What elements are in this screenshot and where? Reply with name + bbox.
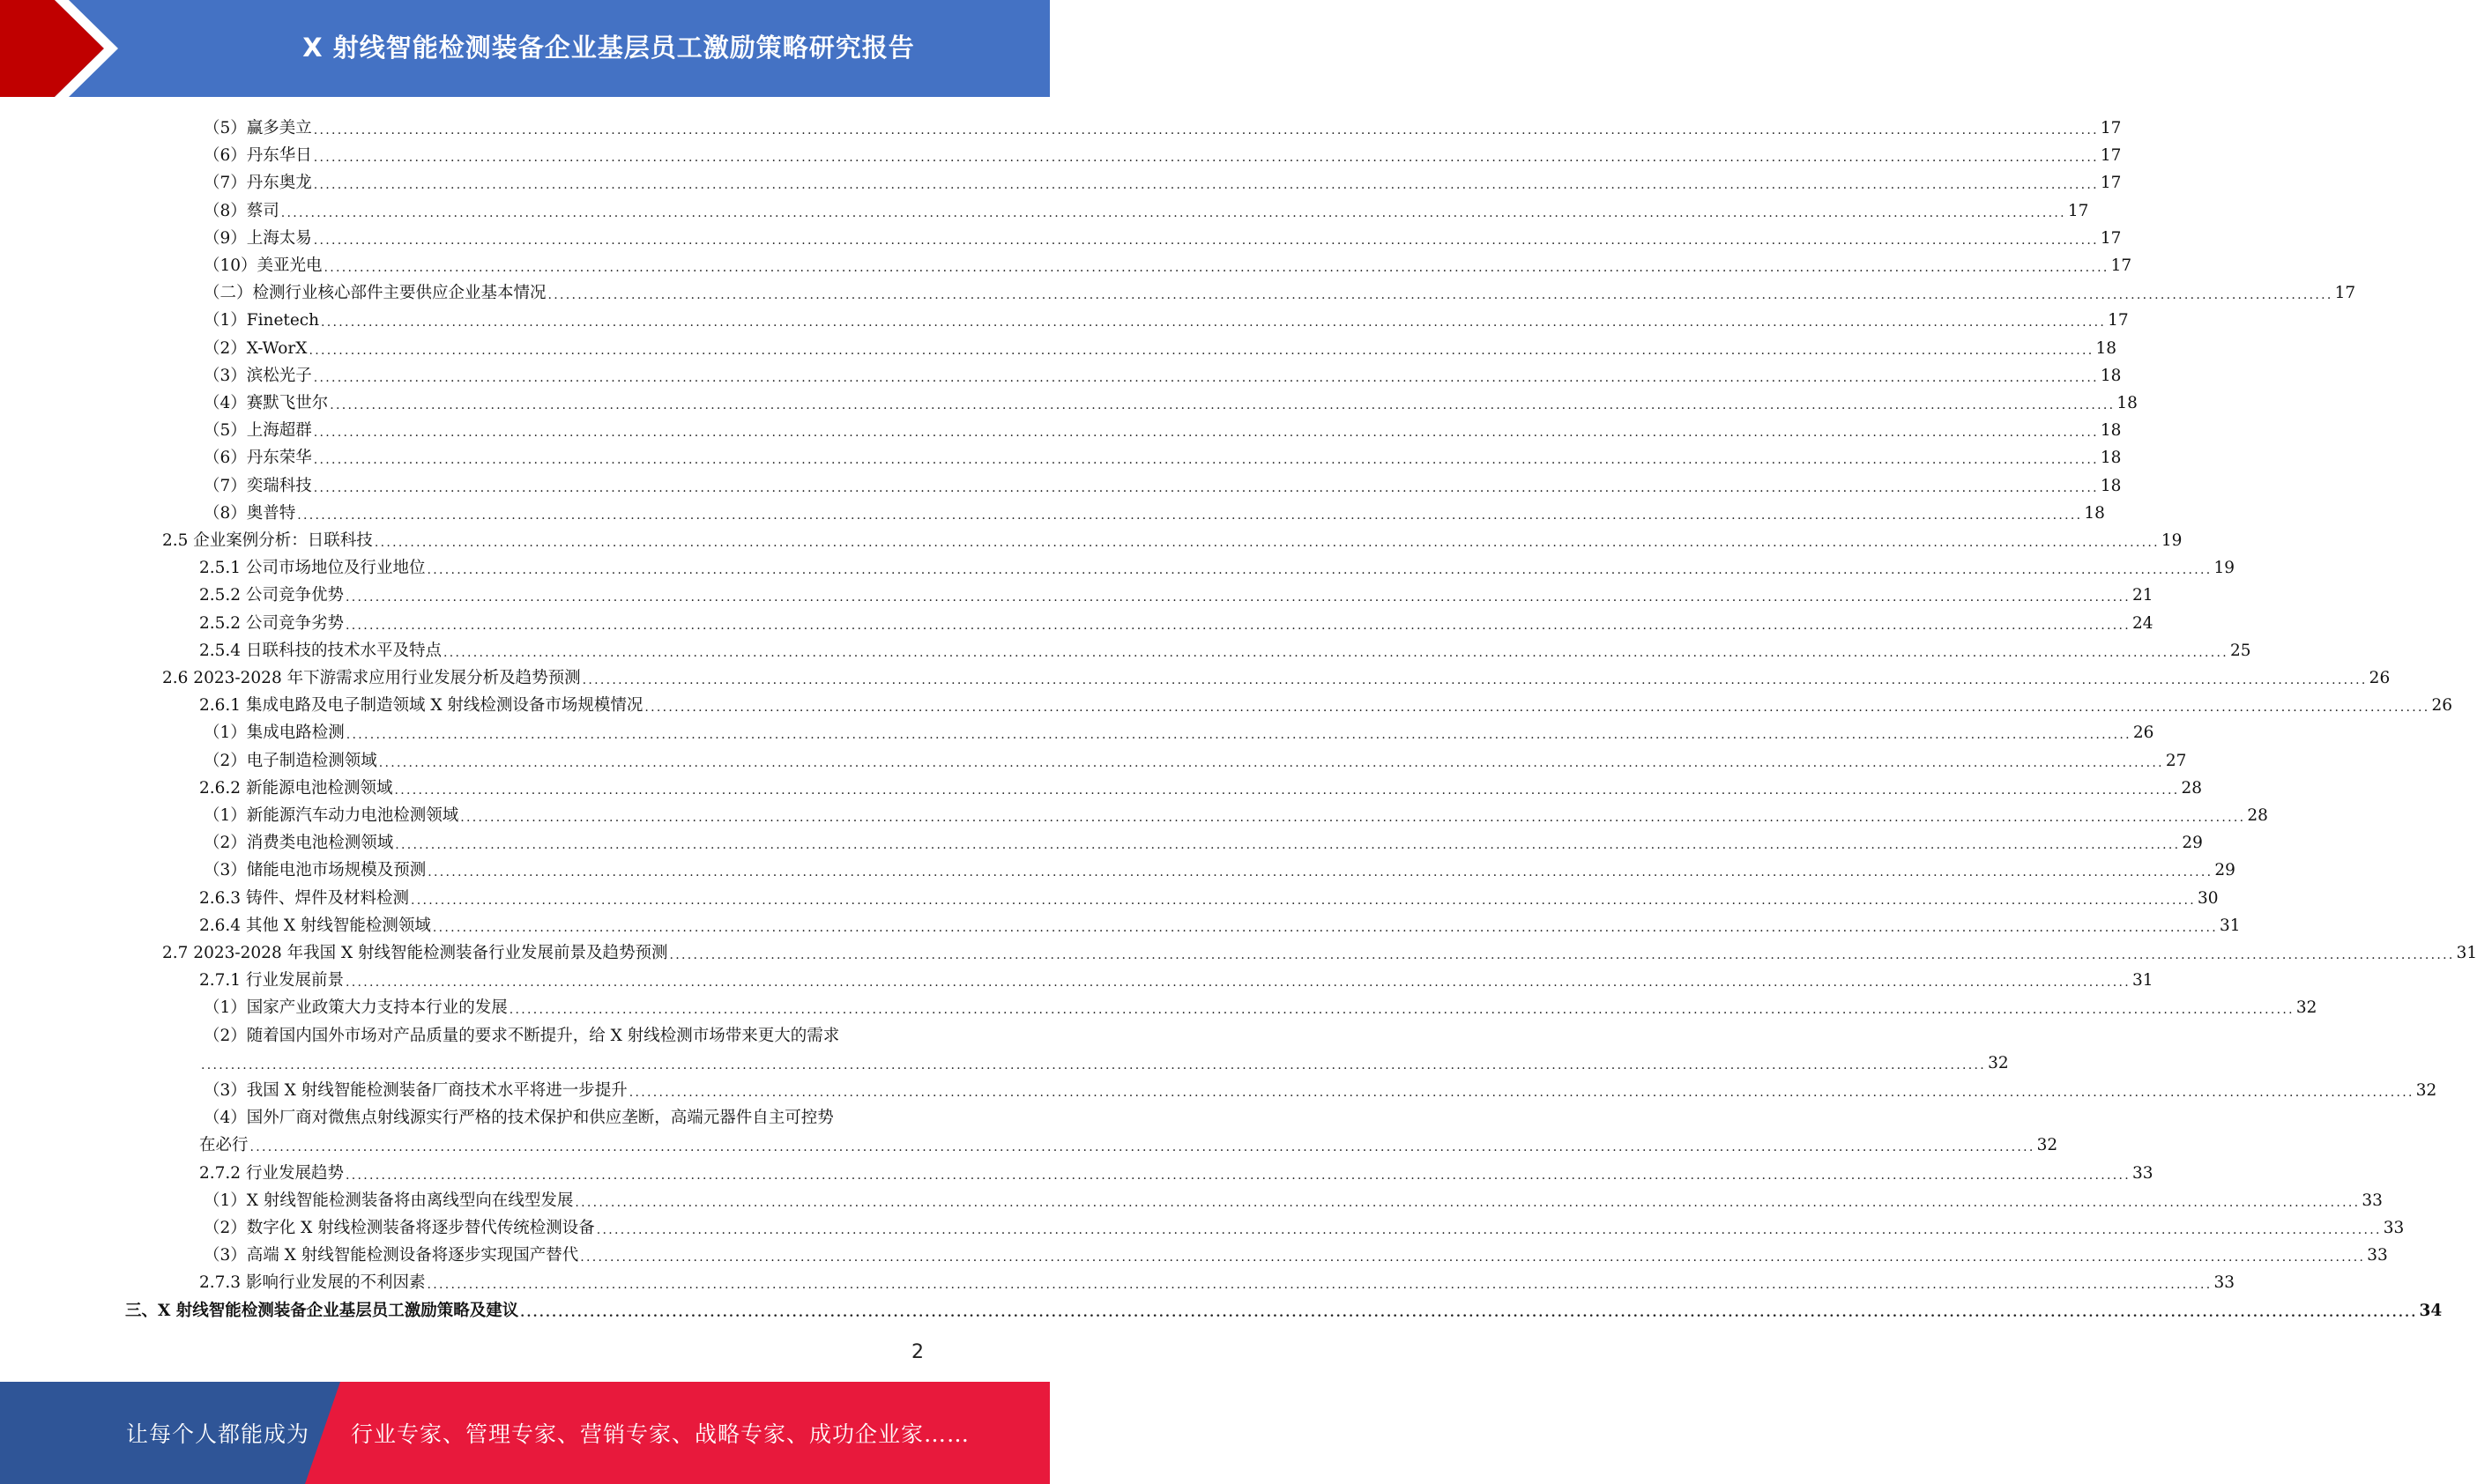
toc-dot-leader: ............................................................................................................................................................................................................................................................................................................ xyxy=(249,1140,2035,1155)
toc-entry-page: 17 xyxy=(2100,146,2122,166)
toc-entry-page: 17 xyxy=(2067,201,2089,220)
toc-entry-label: 2.5.1 公司市场地位及行业地位 xyxy=(199,559,426,578)
toc-entry-page: 18 xyxy=(2095,338,2117,358)
toc-dot-leader: ............................................................................................................................................................................................................................................................................................................ xyxy=(427,1278,2213,1293)
toc-entry-page: 18 xyxy=(2084,503,2105,523)
toc-dot-leader: ............................................................................................................................................................................................................................................................................................................ xyxy=(669,948,2455,962)
toc-entry-label: 三、X 射线智能检测装备企业基层员工激励策略及建议 xyxy=(125,1301,519,1320)
toc-entry[interactable] xyxy=(199,964,2153,991)
toc-entry-page: 19 xyxy=(2213,559,2235,578)
toc-entry[interactable] xyxy=(204,332,2117,360)
toc-entry-page: 25 xyxy=(2230,641,2251,660)
toc-dot-leader: ............................................................................................................................................................................................................................................................................................................ xyxy=(443,645,2229,660)
toc-dot-leader: ............................................................................................................................................................................................................................................................................................................ xyxy=(345,1168,2131,1183)
toc-entry-label: （2）随着国内国外市场对产品质量的要求不断提升，给 X 射线检测市场带来更大的需求 xyxy=(204,1026,840,1045)
toc-entry[interactable] xyxy=(204,1020,924,1047)
toc-entry[interactable] xyxy=(204,497,2105,524)
toc-entry[interactable] xyxy=(199,579,2153,606)
toc-dot-leader: ............................................................................................................................................................................................................................................................................................................ xyxy=(378,755,2164,770)
toc-dot-leader: ............................................................................................................................................................................................................................................................................................................ xyxy=(644,701,2430,716)
toc-entry-label: 2.6.1 集成电路及电子制造领域 X 射线检测设备市场规模情况 xyxy=(199,696,643,716)
toc-dot-leader: ............................................................................................................................................................................................................................................................................................................ xyxy=(596,1223,2382,1237)
toc-entry-label: 2.5.2 公司竞争劣势 xyxy=(199,613,344,633)
toc-entry-page: 33 xyxy=(2383,1219,2405,1237)
toc-entry-page: 32 xyxy=(2036,1136,2058,1155)
toc-entry[interactable] xyxy=(125,1295,2443,1322)
toc-entry-label: （4）国外厂商对微焦点射线源实行严格的技术保护和供应垄断，高端元器件自主可控势 xyxy=(204,1109,834,1128)
toc-entry-page: 33 xyxy=(2362,1191,2383,1210)
toc-dot-leader: ............................................................................................................................................................................................................................................................................................................ xyxy=(313,370,2099,385)
toc-entry-label: （9）上海太易 xyxy=(204,228,312,248)
toc-entry-page: 33 xyxy=(2132,1163,2153,1183)
toc-dot-leader: ............................................................................................................................................................................................................................................................................................................ xyxy=(629,1086,2414,1100)
toc-entry[interactable] xyxy=(204,249,2132,277)
page-header xyxy=(0,0,1050,97)
toc-dot-leader: ............................................................................................................................................................................................................................................................................................................ xyxy=(575,1195,2361,1210)
toc-entry-page: 29 xyxy=(2214,861,2235,880)
toc-dot-leader: ............................................................................................................................................................................................................................................................................................................ xyxy=(313,151,2099,166)
toc-entry-page: 33 xyxy=(2367,1246,2388,1265)
toc-entry-label: （1）集成电路检测 xyxy=(204,723,345,743)
toc-entry[interactable] xyxy=(199,1129,2058,1156)
toc-entry[interactable] xyxy=(204,991,2317,1019)
toc-entry[interactable] xyxy=(204,414,2122,441)
toc-entry[interactable] xyxy=(199,882,2219,909)
toc-entry-label: 2.7.2 行业发展趋势 xyxy=(199,1163,344,1183)
toc-entry[interactable] xyxy=(204,167,2122,194)
toc-entry[interactable] xyxy=(199,1047,2009,1074)
toc-entry-page: 31 xyxy=(2219,916,2241,935)
toc-entry[interactable] xyxy=(204,360,2122,387)
toc-entry-label: 2.7.1 行业发展前景 xyxy=(199,971,344,991)
toc-dot-leader: ............................................................................................................................................................................................................................................................................................................ xyxy=(582,673,2368,687)
toc-entry-page: 33 xyxy=(2213,1273,2235,1293)
toc-entry-page: 28 xyxy=(2247,806,2268,825)
toc-entry-label: 2.7 2023-2028 年我国 X 射线智能检测装备行业发展前景及趋势预测 xyxy=(162,944,668,962)
toc-entry-page: 29 xyxy=(2182,834,2203,853)
toc-entry-page: 18 xyxy=(2100,366,2122,385)
toc-entry[interactable] xyxy=(162,524,2183,552)
toc-dot-leader: ............................................................................................................................................................................................................................................................................................................ xyxy=(313,453,2099,468)
toc-entry[interactable] xyxy=(204,195,2089,222)
toc-entry-page: 27 xyxy=(2165,751,2187,770)
toc-entry-label: （1）国家产业政策大力支持本行业的发展 xyxy=(204,998,508,1018)
page-footer xyxy=(0,1382,1050,1484)
toc-entry-label: 2.5.2 公司竞争优势 xyxy=(199,586,344,605)
toc-dot-leader: ............................................................................................................................................................................................................................................................................................................ xyxy=(432,920,2218,935)
toc-entry-label: （3）高端 X 射线智能检测设备将逐步实现国产替代 xyxy=(204,1246,579,1265)
toc-entry-label: （1）新能源汽车动力电池检测领域 xyxy=(204,806,459,825)
toc-entry[interactable] xyxy=(199,689,2452,716)
toc-entry-label: （1）Finetech xyxy=(204,311,320,330)
toc-entry[interactable] xyxy=(204,716,2154,744)
toc-dot-leader: ............................................................................................................................................................................................................................................................................................................ xyxy=(460,811,2246,825)
toc-entry-label: （1）X 射线智能检测装备将由离线型向在线型发展 xyxy=(204,1191,574,1210)
footer-slogan-left: 让每个人都能成为 xyxy=(126,1421,310,1447)
toc-entry[interactable] xyxy=(204,304,2129,331)
toc-entry[interactable] xyxy=(204,1184,2383,1212)
toc-entry[interactable] xyxy=(199,552,2235,579)
toc-entry-label: 2.7.3 影响行业发展的不利因素 xyxy=(199,1273,426,1293)
toc-entry-page: 17 xyxy=(2108,311,2129,330)
toc-dot-leader: ............................................................................................................................................................................................................................................................................................................ xyxy=(346,728,2131,743)
toc-entry-page: 17 xyxy=(2100,119,2122,137)
toc-entry-label: （5）赢多美立 xyxy=(204,119,312,137)
toc-entry-page: 30 xyxy=(2198,888,2219,908)
toc-entry-page: 17 xyxy=(2100,174,2122,193)
toc-entry-label: （二）检测行业核心部件主要供应企业基本情况 xyxy=(204,284,547,303)
toc-entry-label: 2.6.3 铸件、焊件及材料检测 xyxy=(199,888,409,908)
toc-dot-leader: ............................................................................................................................................................................................................................................................................................................ xyxy=(297,508,2083,523)
toc-entry[interactable] xyxy=(199,909,2241,937)
toc-entry[interactable] xyxy=(162,937,2477,964)
toc-dot-leader: ............................................................................................................................................................................................................................................................................................................ xyxy=(395,838,2181,853)
toc-entry-label: （2）消费类电池检测领域 xyxy=(204,834,394,853)
toc-entry-label: （6）丹东华日 xyxy=(204,146,312,166)
toc-entry-label: （2）数字化 X 射线检测装备将逐步替代传统检测设备 xyxy=(204,1219,595,1237)
toc-entry-label: 2.6.2 新能源电池检测领域 xyxy=(199,778,393,798)
toc-dot-leader: ............................................................................................................................................................................................................................................................................................................ xyxy=(280,205,2066,220)
toc-dot-leader: ............................................................................................................................................................................................................................................................................................................ xyxy=(345,590,2131,605)
toc-entry-page: 17 xyxy=(2334,284,2356,303)
toc-dot-leader: ............................................................................................................................................................................................................................................................................................................ xyxy=(321,315,2107,330)
toc-entry[interactable] xyxy=(199,634,2251,662)
toc-entry-page: 21 xyxy=(2132,586,2153,605)
toc-entry-label: （2）X-WorX xyxy=(204,338,308,358)
toc-entry-page: 18 xyxy=(2100,449,2122,468)
toc-entry-label: （8）奥普特 xyxy=(204,503,296,523)
toc-entry-label: （3）储能电池市场规模及预测 xyxy=(204,861,427,880)
toc-entry[interactable] xyxy=(199,772,2203,799)
toc-dot-leader: ............................................................................................................................................................................................................................................................................................................ xyxy=(428,865,2213,880)
toc-entry[interactable] xyxy=(199,1157,2153,1184)
toc-entry-label: 2.6.4 其他 X 射线智能检测领域 xyxy=(199,916,431,935)
toc-entry-label: 2.5.4 日联科技的技术水平及特点 xyxy=(199,641,442,660)
toc-entry-page: 28 xyxy=(2181,778,2203,798)
toc-dot-leader: ............................................................................................................................................................................................................................................................................................................ xyxy=(313,178,2099,193)
toc-entry-label: （8）蔡司 xyxy=(204,201,279,220)
toc-dot-leader: ............................................................................................................................................................................................................................................................................................................ xyxy=(547,288,2333,303)
toc-entry-label: （2）电子制造检测领域 xyxy=(204,751,377,770)
toc-entry-page: 34 xyxy=(2419,1301,2443,1320)
toc-entry-page: 32 xyxy=(1988,1053,2009,1072)
toc-entry-label: （5）上海超群 xyxy=(204,421,312,441)
toc-entry-page: 32 xyxy=(2415,1081,2437,1100)
toc-dot-leader: ............................................................................................................................................................................................................................................................................................................ xyxy=(313,233,2099,248)
toc-entry-page: 17 xyxy=(2100,228,2122,248)
toc-entry[interactable] xyxy=(204,854,2235,881)
toc-entry[interactable] xyxy=(204,745,2187,772)
toc-dot-leader: ............................................................................................................................................................................................................................................................................................................ xyxy=(520,1305,2418,1320)
toc-dot-leader: ............................................................................................................................................................................................................................................................................................................ xyxy=(313,480,2099,495)
toc-entry-page: 19 xyxy=(2161,531,2183,550)
toc-entry-label: （6）丹东荣华 xyxy=(204,449,312,468)
toc-entry-page: 31 xyxy=(2456,944,2477,962)
toc-entry-page: 18 xyxy=(2100,421,2122,441)
toc-dot-leader: ............................................................................................................................................................................................................................................................................................................ xyxy=(309,343,2094,358)
toc-entry[interactable] xyxy=(204,1102,924,1129)
toc-dot-leader: ............................................................................................................................................................................................................................................................................................................ xyxy=(313,123,2099,137)
toc-dot-leader: ............................................................................................................................................................................................................................................................................................................ xyxy=(345,976,2131,991)
toc-entry-label: （7）丹东奥龙 xyxy=(204,174,312,193)
toc-entry[interactable] xyxy=(199,607,2153,634)
toc-entry[interactable] xyxy=(204,112,2122,139)
toc-entry[interactable] xyxy=(204,1239,2388,1266)
toc-entry[interactable] xyxy=(204,1074,2437,1102)
toc-entry-page: 26 xyxy=(2369,669,2391,687)
toc-entry-label: 2.5 企业案例分析：日联科技 xyxy=(162,531,373,550)
toc-entry[interactable] xyxy=(204,441,2122,469)
toc-entry[interactable] xyxy=(204,1212,2405,1239)
toc-entry-page: 18 xyxy=(2100,476,2122,495)
toc-dot-leader: ............................................................................................................................................................................................................................................................................................................ xyxy=(580,1250,2366,1265)
toc-entry-label: （4）赛默飞世尔 xyxy=(204,394,329,412)
toc-entry[interactable] xyxy=(204,799,2268,827)
toc-entry-label: （3）滨松光子 xyxy=(204,366,312,385)
toc-entry-label: （7）奕瑞科技 xyxy=(204,476,312,495)
toc-entry-page: 32 xyxy=(2295,998,2317,1018)
toc-dot-leader: ............................................................................................................................................................................................................................................................................................................ xyxy=(509,1003,2295,1018)
toc-dot-leader: ............................................................................................................................................................................................................................................................................................................ xyxy=(330,398,2116,412)
toc-entry-page: 24 xyxy=(2132,613,2153,633)
toc-entry-label: 2.6 2023-2028 年下游需求应用行业发展分析及趋势预测 xyxy=(162,669,581,687)
toc-entry[interactable] xyxy=(204,387,2138,414)
toc-entry[interactable] xyxy=(204,277,2356,304)
toc-entry-page: 17 xyxy=(2110,256,2132,275)
toc-entry[interactable] xyxy=(204,827,2203,854)
toc-entry[interactable] xyxy=(162,662,2391,689)
toc-dot-leader: ............................................................................................................................................................................................................................................................................................................ xyxy=(410,893,2197,908)
footer-slogan-right: 行业专家、管理专家、营销专家、战略专家、成功企业家…… xyxy=(351,1421,971,1447)
toc-entry[interactable] xyxy=(204,470,2122,497)
toc-dot-leader: ............................................................................................................................................................................................................................................................................................................ xyxy=(313,426,2099,441)
toc-dot-leader: ............................................................................................................................................................................................................................................................................................................ xyxy=(324,261,2109,275)
toc-dot-leader: ............................................................................................................................................................................................................................................................................................................ xyxy=(374,536,2160,550)
toc-dot-leader: ............................................................................................................................................................................................................................................................................................................ xyxy=(201,1057,1987,1072)
toc-entry-page: 26 xyxy=(2132,723,2154,743)
toc-entry-label: （3）我国 X 射线智能检测装备厂商技术水平将进一步提升 xyxy=(204,1081,628,1100)
toc-entry[interactable] xyxy=(204,139,2122,167)
toc-dot-leader: ............................................................................................................................................................................................................................................................................................................ xyxy=(345,618,2131,633)
toc-dot-leader: ............................................................................................................................................................................................................................................................................................................ xyxy=(427,563,2213,578)
toc-entry-label: （10）美亚光电 xyxy=(204,256,323,275)
toc-entry[interactable] xyxy=(204,222,2122,249)
toc-entry-label: 在必行 xyxy=(199,1136,249,1155)
toc-entry[interactable] xyxy=(199,1266,2235,1294)
page-number: 2 xyxy=(911,1341,924,1363)
toc-entry-page: 18 xyxy=(2116,394,2138,412)
toc-entry-page: 26 xyxy=(2431,696,2452,716)
toc-entry-page: 31 xyxy=(2132,971,2153,991)
report-title: X 射线智能检测装备企业基层员工激励策略研究报告 xyxy=(302,32,915,63)
toc-dot-leader: ............................................................................................................................................................................................................................................................................................................ xyxy=(394,783,2180,798)
